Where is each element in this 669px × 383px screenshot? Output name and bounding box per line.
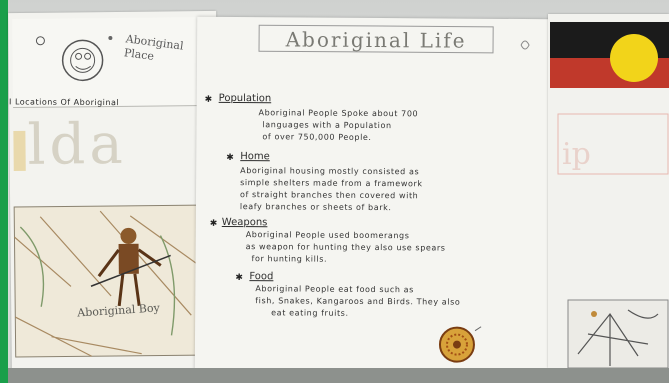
left-poster-title: Aboriginal Place: [123, 32, 185, 63]
home-line: leafy branches or sheets of bark.: [239, 202, 392, 213]
left-poster-caption: Aboriginal Boy: [76, 301, 161, 320]
bullet-icon: ✱: [226, 152, 234, 164]
background-letters: lda: [27, 111, 127, 178]
home-line: of straight branches then covered with: [239, 190, 419, 201]
section-label-food: Food: [249, 271, 274, 283]
swirl-icon: [515, 35, 535, 55]
weapons-line: Aboriginal People used boomerangs: [245, 230, 410, 241]
left-top-sheet: [12, 17, 205, 108]
home-line: simple shelters made from a framework: [240, 178, 423, 189]
section-label-population: Population: [218, 92, 272, 105]
section-label-home: Home: [240, 151, 270, 163]
left-poster-subtitle: I Locations Of Aboriginal: [9, 97, 120, 108]
green-board-edge: [0, 0, 8, 383]
population-line: of over 750,000 People.: [262, 132, 372, 142]
right-poster: [548, 14, 669, 368]
bullet-icon: ✱: [204, 94, 213, 105]
weapons-line: as weapon for hunting they also use spears: [245, 242, 446, 253]
main-worksheet: [195, 17, 553, 375]
dot-painting-circle-icon: [435, 322, 485, 366]
left-poster: [8, 11, 220, 373]
food-line: eat eating fruits.: [271, 308, 349, 318]
aboriginal-flag-icon: [550, 22, 669, 88]
main-title: Aboriginal Life: [285, 27, 467, 53]
weapons-line: for hunting kills.: [251, 254, 328, 264]
bullet-icon: ✱: [235, 273, 244, 284]
dot-painting-icon: [20, 20, 121, 101]
svg-text:ip: ip: [562, 137, 591, 172]
food-line: fish, Snakes, Kangaroos and Birds. They also: [255, 296, 461, 307]
population-line: languages with a Population: [262, 120, 392, 131]
right-poster-art: [548, 14, 669, 368]
section-label-weapons: Weapons: [221, 216, 268, 229]
bottom-ledge: [8, 368, 669, 383]
food-line: Aboriginal People eat food such as: [255, 284, 414, 295]
home-line: Aboriginal housing mostly consisted as: [240, 166, 420, 177]
population-line: Aboriginal People Spoke about 700: [258, 108, 419, 119]
left-drawings: [9, 115, 212, 377]
bullet-icon: ✱: [209, 218, 218, 229]
